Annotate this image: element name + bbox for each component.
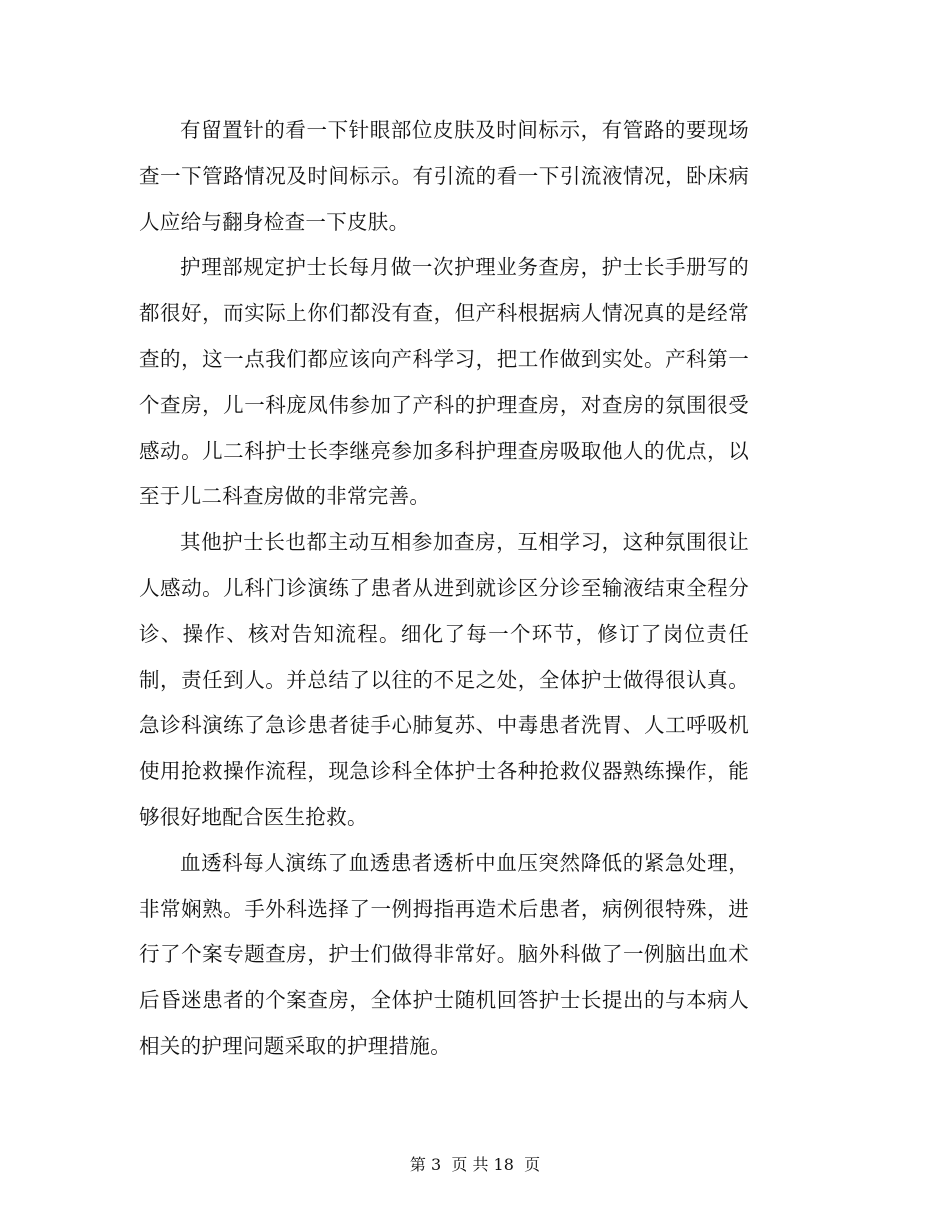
paragraph-2: 护理部规定护士长每月做一次护理业务查房，护士长手册写的都很好，而实际上你们都没有查，但产科根据病人情况真的是经常查的，这一点我们都应该向产科学习，把工作做到实处。产科第一个查房，儿一科庞凤伟参加了产科的护理查房，对查房的氛围很受感动。儿二科护士长李继亮参加多科护理查房吸取他人的优点，以至于儿二科查房做的非常完善。 — [139, 255, 749, 509]
document-body — [139, 108, 749, 1070]
paragraph-3: 其他护士长也都主动互相参加查房，互相学习，这种氛围很让人感动。儿科门诊演练了患者从进到就诊区分诊至输液结束全程分诊、操作、核对告知流程。细化了每一个环节，修订了岗位责任制，责任到人。并总结了以往的不足之处，全体护士做得很认真。急诊科演练了急诊患者徒手心肺复苏、中毒患者洗胃、人工呼吸机使用抢救操作流程，现急诊科全体护士各种抢救仪器熟练操作，能够很好地配合医生抢救。 — [139, 530, 749, 829]
page-number: 第 3 页 共 18 页 — [409, 1155, 541, 1174]
paragraph-1: 有留置针的看一下针眼部位皮肤及时间标示，有管路的要现场查一下管路情况及时间标示。有引流的看一下引流液情况，卧床病人应给与翻身检查一下皮肤。 — [139, 118, 749, 234]
paragraph-4: 血透科每人演练了血透患者透析中血压突然降低的紧急处理，非常娴熟。手外科选择了一例拇指再造术后患者，病例很特殊，进行了个案专题查房，护士们做得非常好。脑外科做了一例脑出血术后昏迷患者的个案查房，全体护士随机回答护士长提出的与本病人相关的护理问题采取的护理措施。 — [139, 850, 749, 1058]
page-footer — [0, 1153, 950, 1177]
